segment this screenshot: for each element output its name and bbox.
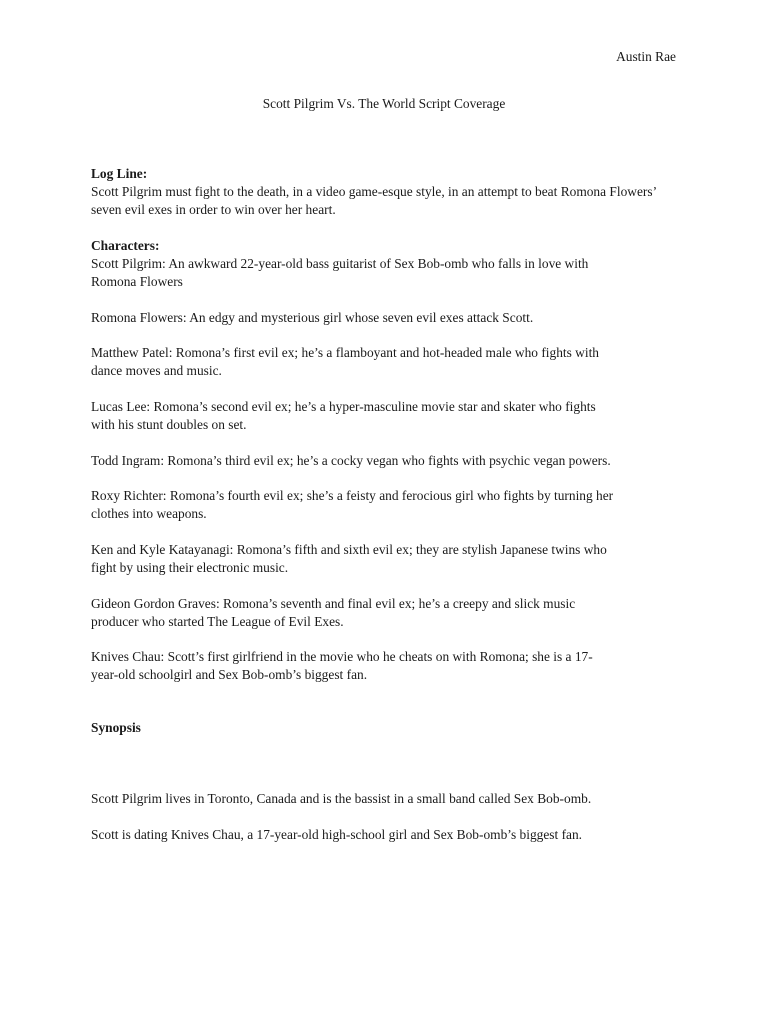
- character-line: Matthew Patel: Romona’s first evil ex; he’s a flamboyant and hot-headed male who fights with: [91, 345, 599, 360]
- character-line: dance moves and music.: [91, 362, 222, 378]
- document-title: Scott Pilgrim Vs. The World Script Coverage: [262, 96, 506, 111]
- synopsis-heading: Synopsis: [91, 720, 141, 735]
- character-line: producer who started The League of Evil Exes.: [91, 613, 344, 629]
- character-line: Todd Ingram: Romona’s third evil ex; he’s a cocky vegan who fights with psychic vegan powers.: [91, 453, 611, 468]
- character-line: Ken and Kyle Katayanagi: Romona’s fifth and sixth evil ex; they are stylish Japanese twins who: [91, 542, 607, 557]
- character-line: with his stunt doubles on set.: [91, 416, 247, 432]
- logline-text: Scott Pilgrim must fight to the death, in a video game-esque style, in an attempt to beat Romona Flowers’ seven evil exes in order to win over her heart.: [91, 183, 657, 217]
- character-entry: [91, 255, 681, 291]
- character-entry: [91, 487, 681, 523]
- character-entry: [91, 541, 681, 577]
- character-line: Scott Pilgrim: An awkward 22-year-old bass guitarist of Sex Bob-omb who falls in love with: [91, 256, 589, 271]
- synopsis-paragraph: Scott is dating Knives Chau, a 17-year-old high-school girl and Sex Bob-omb’s biggest fan.: [91, 827, 583, 842]
- characters-heading: Characters:: [91, 238, 160, 253]
- character-line: Lucas Lee: Romona’s second evil ex; he’s a hyper-masculine movie star and skater who fights: [91, 399, 596, 414]
- character-entry: [91, 595, 681, 631]
- synopsis-paragraph: Scott Pilgrim lives in Toronto, Canada and is the bassist in a small band called Sex Bob-omb.: [91, 791, 592, 806]
- character-line: year-old schoolgirl and Sex Bob-omb’s biggest fan.: [91, 666, 368, 682]
- character-entry: [91, 452, 681, 470]
- character-line: fight by using their electronic music.: [91, 559, 289, 575]
- character-line: Roxy Richter: Romona’s fourth evil ex; she’s a feisty and ferocious girl who fights by turning her: [91, 488, 614, 503]
- character-entry: [91, 648, 681, 684]
- character-line: Romona Flowers: [91, 273, 183, 289]
- character-line: Knives Chau: Scott’s first girlfriend in the movie who he cheats on with Romona; she is a 17-: [91, 649, 593, 664]
- logline-heading: Log Line:: [91, 166, 148, 181]
- character-entry: [91, 398, 681, 434]
- logline-section: [91, 165, 681, 218]
- character-entry: [91, 309, 681, 327]
- character-line: Gideon Gordon Graves: Romona’s seventh and final evil ex; he’s a creepy and slick music: [91, 596, 576, 611]
- author-name: Austin Rae: [616, 49, 676, 64]
- character-entry: [91, 344, 681, 380]
- character-line: Romona Flowers: An edgy and mysterious girl whose seven evil exes attack Scott.: [91, 310, 534, 325]
- character-line: clothes into weapons.: [91, 505, 207, 521]
